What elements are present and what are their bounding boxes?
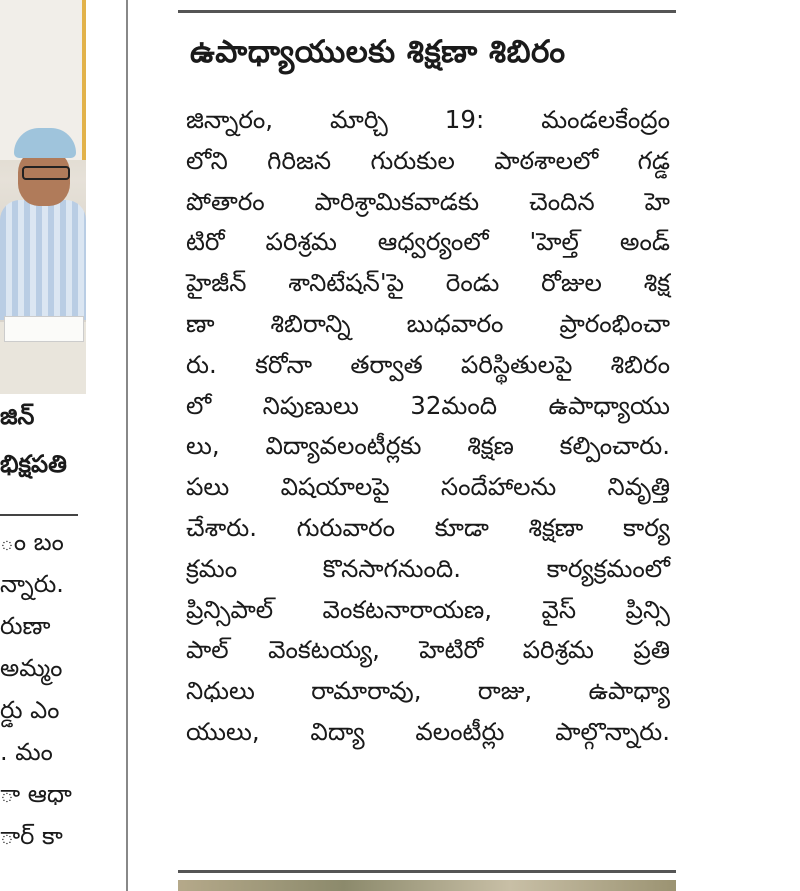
article-line: యులు, విద్యా వలంటీర్లు పాల్గొన్నారు. [186, 716, 670, 746]
next-article-photo-edge [178, 880, 676, 891]
article-line: లో నిపుణులు 32మంది ఉపాధ్యాయు [186, 390, 670, 420]
left-body-line: ార్ కా [0, 822, 63, 850]
photo-caption-line: భిక్షపతి [0, 450, 67, 478]
left-body-line: అమ్మం [0, 654, 63, 682]
article-line: రు. కరోనా తర్వాత పరిస్థితులపై శిబిరం [186, 349, 670, 379]
article-headline: ఉపాధ్యాయులకు శిక్షణా శిబిరం [190, 34, 566, 70]
article-line: నిధులు రామారావు, రాజు, ఉపాధ్యా [186, 676, 670, 706]
article-line: పాల్ వెంకటయ్య, హెటిరో పరిశ్రమ ప్రతి [186, 635, 670, 665]
article-line: టిరో పరిశ్రమ ఆధ్వర్యంలో 'హెల్త్ అండ్ [186, 227, 670, 257]
article-line: పోతారం పారిశ్రామికవాడకు చెందిన హె [186, 186, 670, 216]
article-line: క్రమం కొనసాగనుంది. కార్యక్రమంలో [186, 553, 670, 583]
left-body-line: ర్డు ఎం [0, 696, 60, 724]
article-line: జిన్నారం, మార్చి 19: మండలకేంద్రం [186, 105, 670, 134]
article-line: ప్రిన్సిపాల్ వెంకటనారాయణ, వైస్ ప్రిన్సి [186, 594, 670, 624]
bottom-rule [178, 870, 676, 873]
adjacent-article-column [0, 0, 110, 891]
article-body [186, 100, 670, 753]
photo-caption-line: జిన్ [0, 402, 35, 430]
article-line: లోని గిరిజన గురుకుల పాఠశాలలో గడ్డ [186, 145, 670, 175]
column-divider [126, 0, 128, 891]
article-line: పలు విషయాలపై సందేహాలను నివృత్తి [186, 472, 670, 502]
top-rule [178, 10, 676, 13]
article-line: చేశారు. గురువారం కూడా శిక్షణా కార్య [186, 512, 670, 542]
article-line: లు, విద్యావలంటీర్లకు శిక్షణ కల్పించారు. [186, 431, 670, 461]
caption-divider [0, 514, 78, 516]
article-photo [0, 0, 86, 394]
left-body-line: . మం [0, 738, 53, 766]
left-body-line: న్నారు. [0, 570, 64, 598]
article-line: ణా శిబిరాన్ని బుధవారం ప్రారంభించా [186, 308, 670, 338]
left-body-line: ం బం [0, 528, 64, 556]
left-body-line: ా ఆధా [0, 780, 72, 808]
article-line: హైజీన్ శానిటేషన్'పై రెండు రోజుల శిక్ష [186, 268, 670, 298]
left-body-line: రుణా [0, 612, 51, 640]
